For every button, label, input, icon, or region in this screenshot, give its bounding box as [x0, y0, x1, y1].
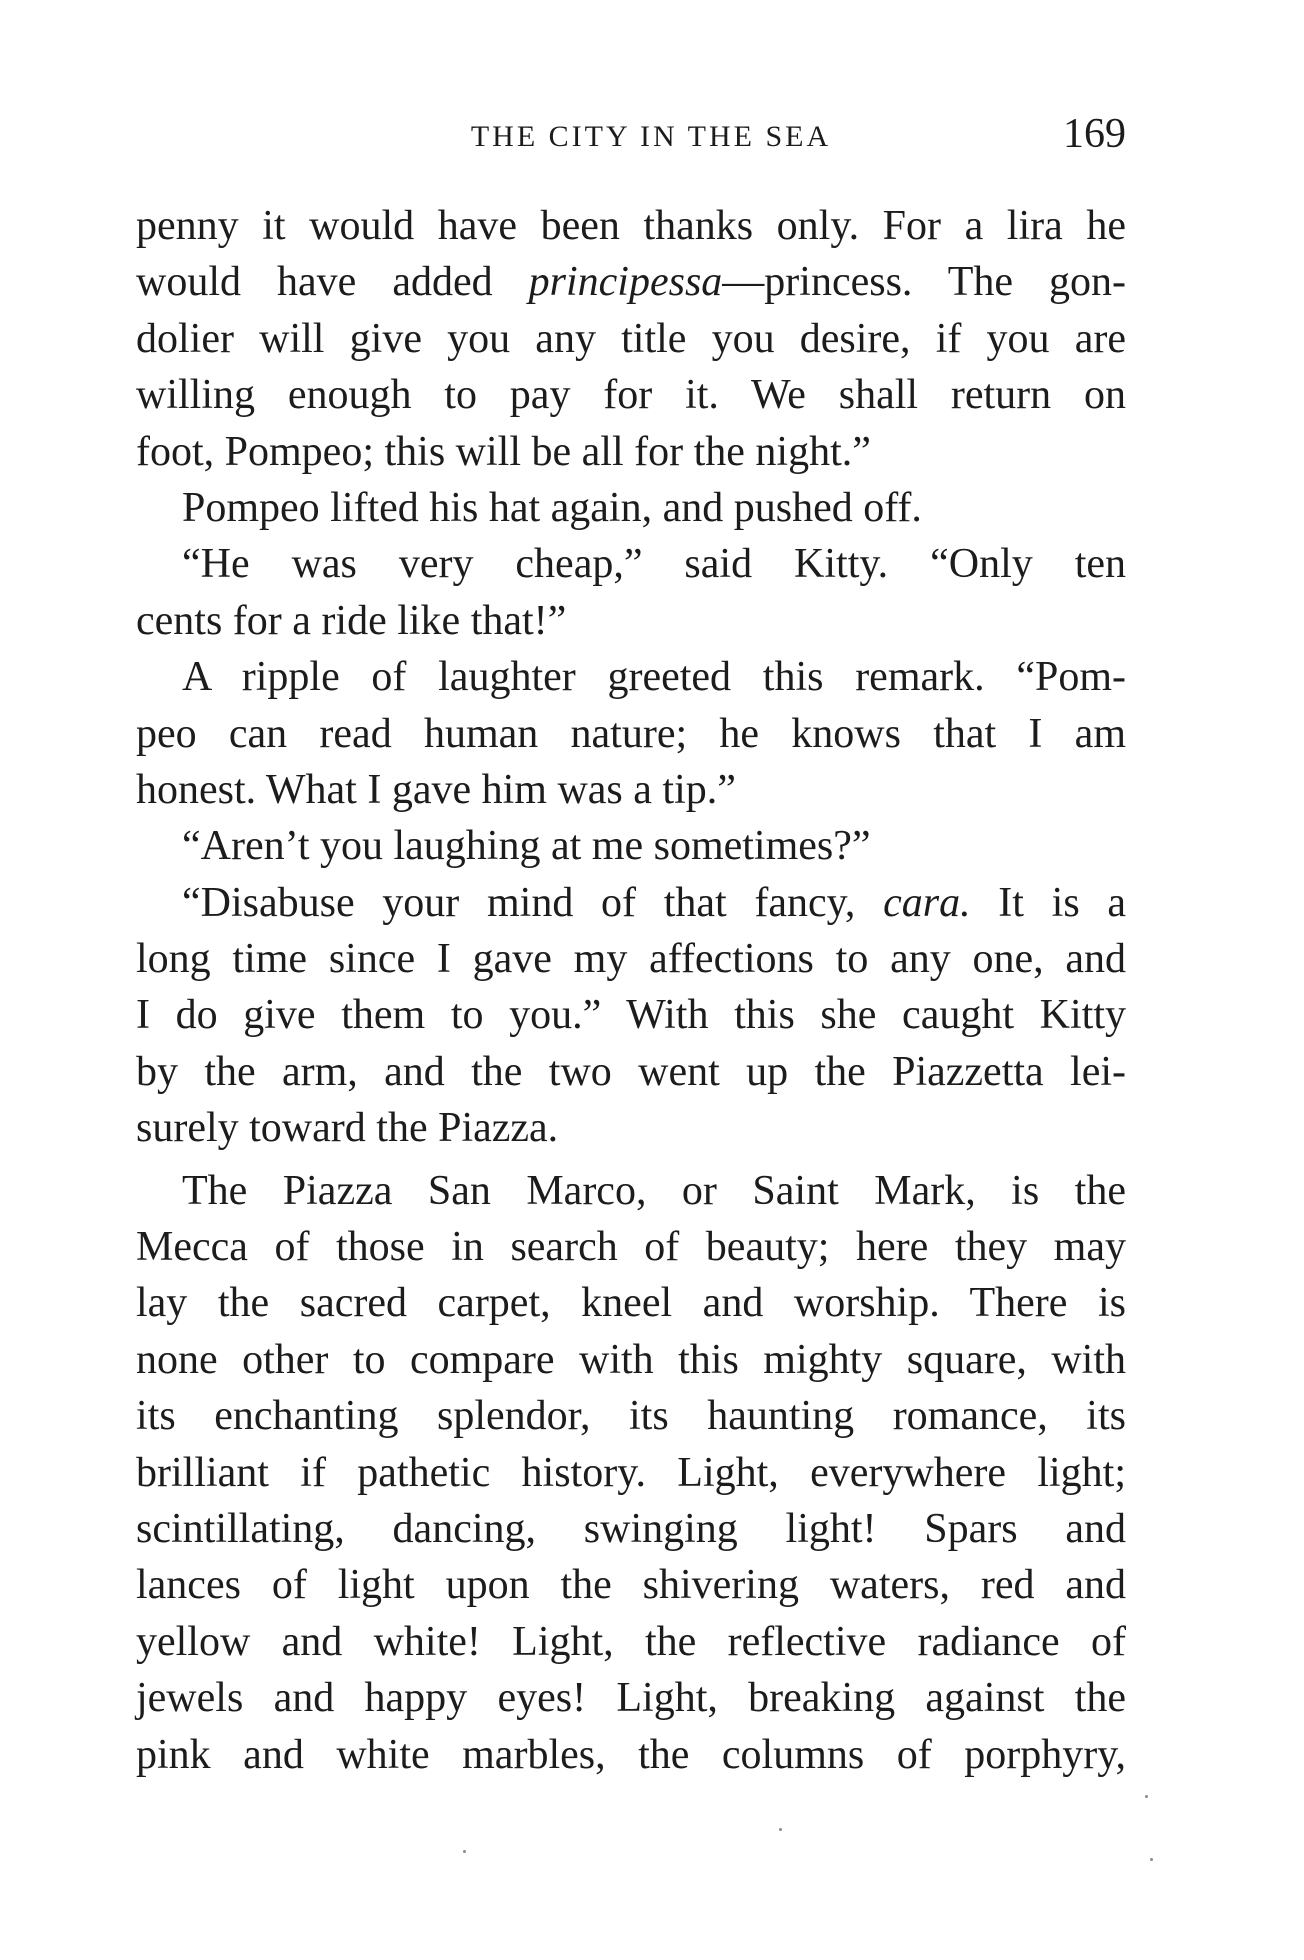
paragraph-first-line: “He was very cheap,” said Kitty. “Only ten: [182, 541, 1126, 588]
paragraph-first-line: [136, 875, 1126, 931]
text-segment: would have added: [136, 259, 529, 306]
text-line: pink and white marbles, the columns of porphyry,: [136, 1731, 1126, 1778]
text-line: penny it would have been thanks only. For a lira he: [136, 203, 1126, 249]
paragraph-first-line: Pompeo lifted his hat again, and pushed off.: [182, 484, 922, 531]
text-segment: “Disabuse your mind of that fancy,: [182, 879, 884, 926]
text-line: peo can read human nature; he knows that I am: [136, 710, 1126, 757]
italic-word: principessa: [528, 259, 723, 306]
text-line: lances of light upon the shivering waters, red and: [136, 1562, 1126, 1609]
running-head: [136, 110, 1126, 170]
italic-word: cara.: [883, 879, 971, 926]
paper-speck: [1150, 1858, 1153, 1861]
text-line: long time since I gave my affections to any one, and: [136, 936, 1126, 983]
text-line: foot, Pompeo; this will be all for the night.”: [136, 428, 871, 475]
text-line: by the arm, and the two went up the Piazzetta lei-: [136, 1048, 1126, 1095]
text-segment: —princess. The gon-: [722, 259, 1126, 306]
text-line: cents for a ride like that!”: [136, 597, 567, 644]
text-line: dolier will give you any title you desire, if you are: [136, 315, 1126, 362]
text-line: brilliant if pathetic history. Light, everywhere light;: [136, 1449, 1126, 1496]
text-line: its enchanting splendor, its haunting romance, its: [136, 1393, 1126, 1440]
page-number: 169: [1063, 111, 1126, 157]
text-line: [136, 254, 1126, 310]
paper-speck: [1145, 1795, 1148, 1798]
paragraph-first-line: A ripple of laughter greeted this remark. “Pom-: [182, 654, 1126, 701]
text-line: surely toward the Piazza.: [136, 1105, 559, 1152]
text-line: honest. What I gave him was a tip.”: [136, 766, 736, 813]
text-line: I do give them to you.” With this she caught Kitty: [136, 992, 1126, 1039]
text-line: none other to compare with this mighty square, with: [136, 1336, 1126, 1383]
body-text: [136, 198, 1126, 1783]
text-line: lay the sacred carpet, kneel and worship. There is: [136, 1280, 1126, 1327]
paper-speck: [779, 1828, 782, 1831]
text-line: Mecca of those in search of beauty; here they may: [136, 1224, 1126, 1271]
text-line: yellow and white! Light, the reflective radiance of: [136, 1618, 1126, 1665]
text-line: scintillating, dancing, swinging light! Spars and: [136, 1505, 1126, 1552]
paper-speck: [463, 1850, 466, 1853]
text-line: willing enough to pay for it. We shall return on: [136, 372, 1126, 419]
text-segment: It is a: [970, 879, 1126, 926]
running-title: THE CITY IN THE SEA: [470, 120, 832, 153]
text-line: jewels and happy eyes! Light, breaking against the: [136, 1675, 1126, 1722]
paragraph-first-line: The Piazza San Marco, or Saint Mark, is the: [182, 1167, 1126, 1214]
paragraph-first-line: “Aren’t you laughing at me sometimes?”: [182, 823, 871, 870]
